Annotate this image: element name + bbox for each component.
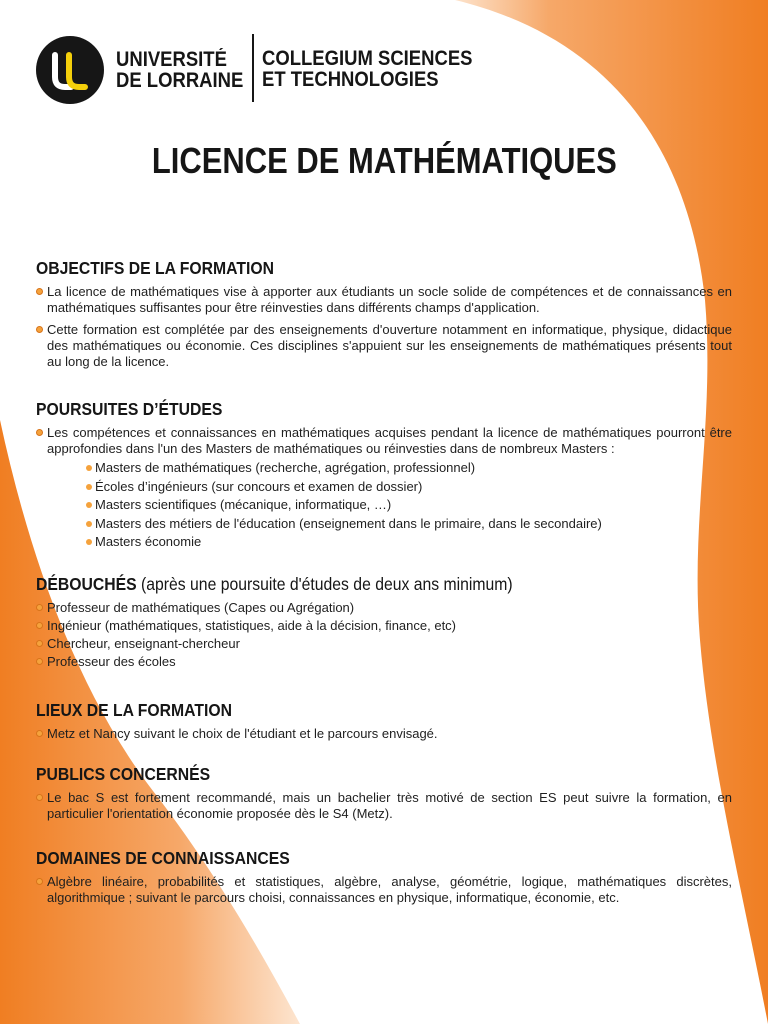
bullet-icon xyxy=(36,658,43,665)
bullet-icon xyxy=(36,326,43,333)
university-name-line-1: UNIVERSITÉ xyxy=(116,48,227,71)
list-item xyxy=(36,790,732,822)
logo-divider xyxy=(252,34,254,102)
list-item xyxy=(36,284,732,316)
list-item xyxy=(36,874,732,906)
bullet-icon xyxy=(36,640,43,647)
section-title: POURSUITES D’ÉTUDES xyxy=(36,399,223,419)
bullet-icon xyxy=(36,622,43,629)
list-item xyxy=(36,600,732,616)
list-item xyxy=(36,618,732,634)
bullet-icon xyxy=(86,502,92,508)
section-publics xyxy=(36,764,732,828)
sub-list-item xyxy=(86,533,732,552)
university-name-line-2: DE LORRAINE xyxy=(116,69,244,92)
section-title: OBJECTIFS DE LA FORMATION xyxy=(36,258,275,278)
bullet-icon xyxy=(36,429,43,436)
sub-list-item xyxy=(86,459,732,478)
item-text: Professeur des écoles xyxy=(47,654,176,669)
bullet-icon xyxy=(86,484,92,490)
sub-list-item xyxy=(86,515,732,534)
section-objectifs xyxy=(36,258,732,376)
list-item xyxy=(36,636,732,652)
bullet-icon xyxy=(86,465,92,471)
university-logo[interactable] xyxy=(36,36,473,104)
item-text: Le bac S est fortement recommandé, mais un bachelier très motivé de section ES peut suivre la formation, en particulier l'orientation économie proposée dès le S4 (Metz). xyxy=(47,790,732,821)
item-text: Cette formation est complétée par des enseignements d'ouverture notamment en informatique, physique, didactique des mathématiques ou économie. Ces disciplines s'appuient sur les enseignements de mathématiques présents tout au long de la licence. xyxy=(47,322,732,369)
page-title-text: LICENCE DE MATHÉMATIQUES xyxy=(151,140,617,181)
item-text: Professeur de mathématiques (Capes ou Agrégation) xyxy=(47,600,355,615)
college-name-line-2: ET TECHNOLOGIES xyxy=(262,68,439,91)
section-debouches xyxy=(36,574,732,672)
section-title: PUBLICS CONCERNÉS xyxy=(36,764,211,784)
item-text: La licence de mathématiques vise à apporter aux étudiants un socle solide de compétences et de connaissances en mathématiques suffisantes pour être réinvesties dans différents champs d'application. xyxy=(47,284,732,315)
bullet-icon xyxy=(86,539,92,545)
section-lieux xyxy=(36,700,732,748)
section-title: LIEUX DE LA FORMATION xyxy=(36,700,233,720)
college-name-line-1: COLLEGIUM SCIENCES xyxy=(262,47,473,70)
bullet-icon xyxy=(36,288,43,295)
list-item xyxy=(36,322,732,370)
item-text: Metz et Nancy suivant le choix de l'étudiant et le parcours envisagé. xyxy=(47,726,438,741)
section-domaines xyxy=(36,848,732,912)
section-title xyxy=(36,574,662,595)
item-text: Masters des métiers de l'éducation (enseignement dans le primaire, dans le secondaire) xyxy=(95,515,602,531)
section-title-text: DÉBOUCHÉS xyxy=(36,574,137,594)
item-text: Chercheur, enseignant-chercheur xyxy=(47,636,240,651)
bullet-icon xyxy=(86,521,92,527)
section-poursuites xyxy=(36,399,732,552)
list-item xyxy=(36,654,732,670)
bullet-icon xyxy=(36,878,43,885)
section-title-note: (après une poursuite d'études de deux ans minimum) xyxy=(141,574,513,594)
item-text: Masters de mathématiques (recherche, agrégation, professionnel) xyxy=(95,460,476,475)
item-text: Ingénieur (mathématiques, statistiques, aide à la décision, finance, etc) xyxy=(47,618,457,633)
masters-list xyxy=(36,459,732,552)
bullet-icon xyxy=(36,604,43,611)
bullet-icon xyxy=(36,730,43,737)
sub-list-item xyxy=(86,478,732,497)
sub-list-item xyxy=(86,496,732,515)
page-title xyxy=(0,140,768,182)
item-text: Algèbre linéaire, probabilités et statistiques, algèbre, analyse, géométrie, logique, mathématiques discrètes, algorithmique ; suivant le parcours choisi, connaissances en physique, informatique, économie, etc. xyxy=(47,874,732,905)
item-text: Écoles d’ingénieurs (sur concours et examen de dossier) xyxy=(95,478,423,494)
item-text: Les compétences et connaissances en mathématiques acquises pendant la licence de mathématiques pourront être approfondies dans l'un des Masters de mathématiques ou réinvesties dans de nombreux Masters : xyxy=(47,425,732,456)
ul-logo-icon xyxy=(36,36,104,104)
item-text: Masters scientifiques (mécanique, informatique, …) xyxy=(95,497,392,512)
item-text: Masters économie xyxy=(95,534,202,549)
section-title: DOMAINES DE CONNAISSANCES xyxy=(36,848,290,868)
list-item xyxy=(36,726,732,742)
list-item xyxy=(36,425,732,457)
college-name xyxy=(262,48,472,90)
university-name xyxy=(116,49,248,91)
bullet-icon xyxy=(36,794,43,801)
